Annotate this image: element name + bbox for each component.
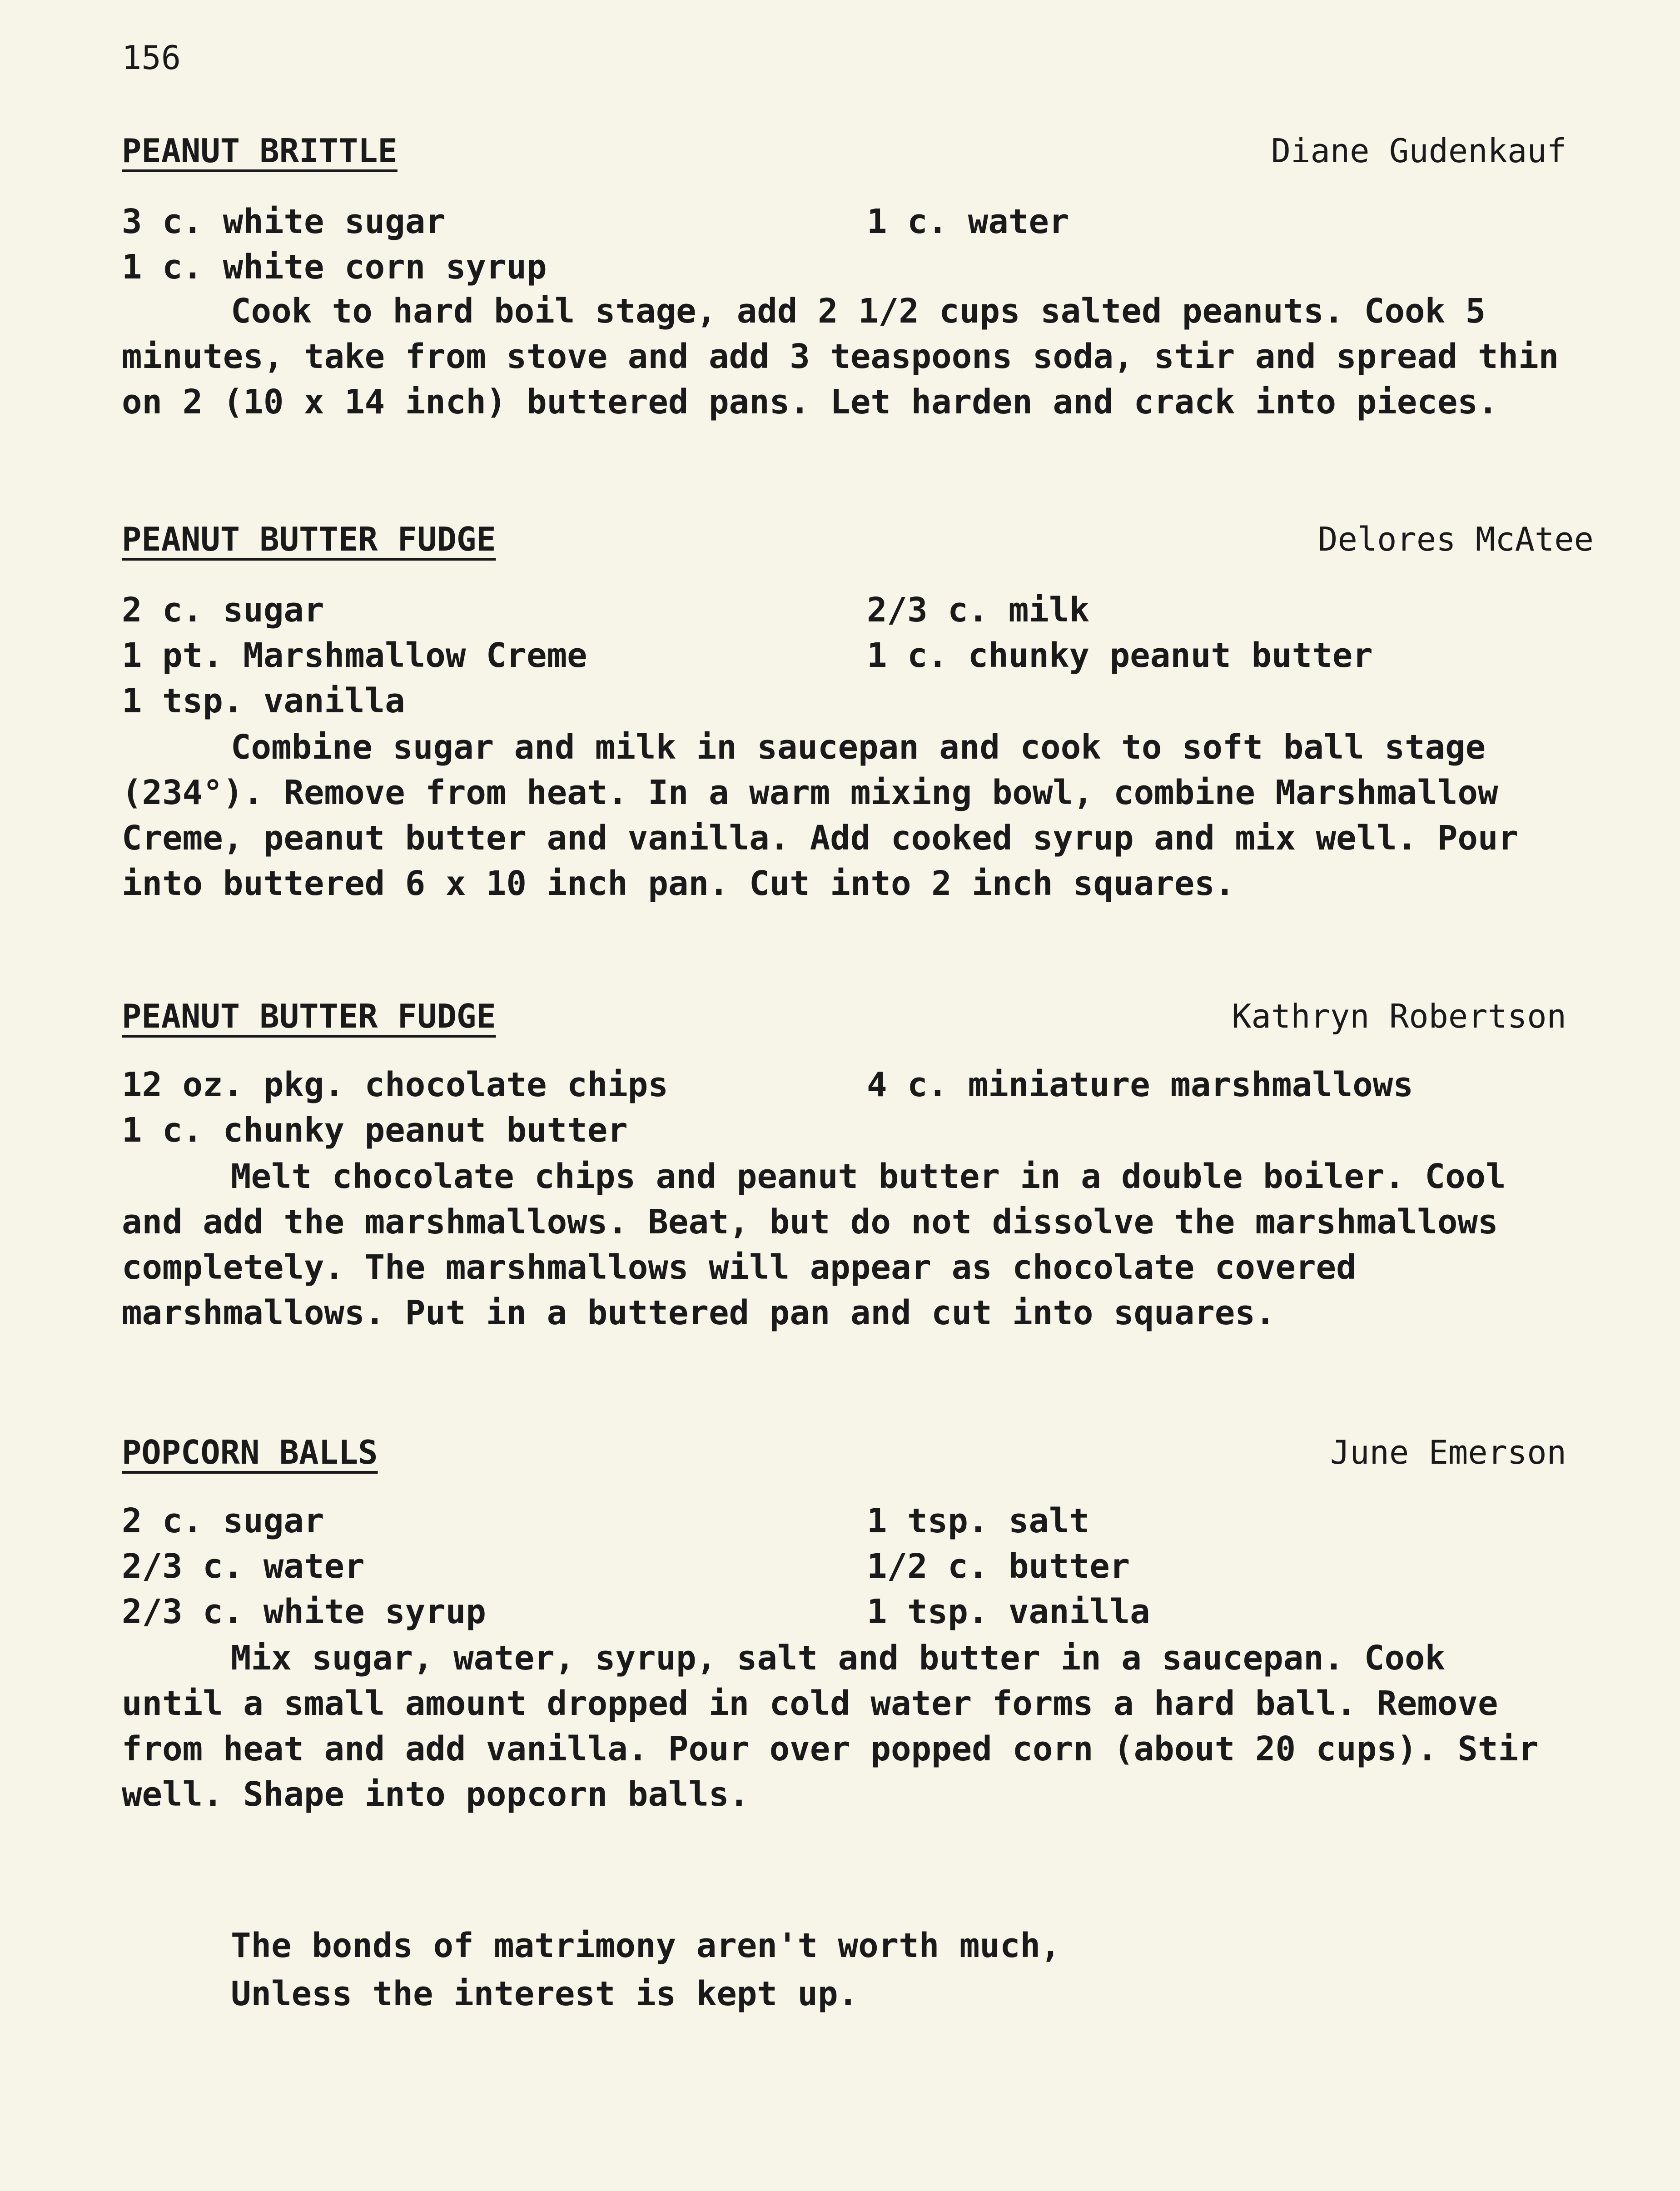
recipe-title: PEANUT BUTTER FUDGE — [122, 520, 496, 558]
recipe-author: Kathryn Robertson — [1232, 997, 1566, 1035]
ingredient: 4 c. miniature marshmallows — [867, 1065, 1413, 1104]
ingredient: 12 oz. pkg. chocolate chips — [122, 1065, 668, 1104]
ingredient: 1 c. water — [867, 202, 1069, 241]
recipe-title: POPCORN BALLS — [122, 1433, 378, 1471]
ingredient-row — [122, 636, 1566, 675]
ingredient-row — [122, 681, 1566, 720]
recipe-author: Delores McAtee — [1318, 520, 1594, 558]
ingredient: 2 c. sugar — [122, 591, 324, 630]
recipe-directions: Combine sugar and milk in saucepan and cook to soft ball stage (234°). Remove from heat. In a warm mixing bowl, combine Marshmallow Creme, peanut butter and vanilla. Add cooked syrup and mix well. Pour into buttered 6 x 10 inch pan. Cut into 2 inch squares. — [122, 728, 1519, 903]
ingredient: 1/2 c. butter — [867, 1547, 1130, 1586]
ingredient: 2/3 c. white syrup — [122, 1592, 486, 1631]
ingredient: 2/3 c. water — [122, 1547, 365, 1586]
recipe-title: PEANUT BUTTER FUDGE — [122, 997, 496, 1035]
ingredient: 1 tsp. salt — [867, 1501, 1090, 1540]
ingredient-row — [122, 1547, 1566, 1586]
ingredient-row — [122, 248, 1566, 287]
closing-poem — [231, 1922, 1061, 2018]
ingredient-row — [122, 1111, 1566, 1150]
recipe-directions: Cook to hard boil stage, add 2 1/2 cups salted peanuts. Cook 5 minutes, take from stove and add 3 teaspoons soda, stir and spread thin on 2 (10 x 14 inch) buttered pans. Let harden and crack into pieces. — [122, 292, 1559, 422]
ingredient: 1 pt. Marshmallow Creme — [122, 636, 587, 675]
ingredient-row — [122, 1501, 1566, 1540]
recipe-author: June Emerson — [1330, 1433, 1566, 1471]
ingredient-row — [122, 202, 1566, 241]
recipe-author: Diane Gudenkauf — [1271, 132, 1566, 170]
poem-line: The bonds of matrimony aren't worth much, — [231, 1926, 1061, 1965]
ingredient: 1 tsp. vanilla — [122, 681, 405, 720]
ingredient: 1 c. chunky peanut butter — [867, 636, 1373, 675]
recipe-title: PEANUT BRITTLE — [122, 132, 398, 170]
ingredient: 3 c. white sugar — [122, 202, 446, 241]
recipe-directions: Mix sugar, water, syrup, salt and butter in a saucepan. Cook until a small amount dropped in cold water forms a hard ball. Remove from heat and add vanilla. Pour over popped corn (about 20 cups). Stir well. Shape into popcorn balls. — [122, 1639, 1539, 1814]
ingredient-row — [122, 1592, 1566, 1631]
page-number: 156 — [122, 39, 181, 77]
poem-line: Unless the interest is kept up. — [231, 1974, 859, 2013]
ingredient: 2 c. sugar — [122, 1501, 324, 1540]
ingredient-row — [122, 1065, 1566, 1104]
ingredient: 1 tsp. vanilla — [867, 1592, 1150, 1631]
recipe-directions: Melt chocolate chips and peanut butter in a double boiler. Cool and add the marshmallows. Beat, but do not dissolve the marshmallows completely. The marshmallows will appear as chocolate covered marshmallows. Put in a buttered pan and cut into squares. — [122, 1157, 1506, 1332]
ingredient-row — [122, 591, 1566, 630]
ingredient: 1 c. chunky peanut butter — [122, 1111, 628, 1150]
ingredient: 2/3 c. milk — [867, 591, 1090, 630]
ingredient: 1 c. white corn syrup — [122, 248, 547, 287]
